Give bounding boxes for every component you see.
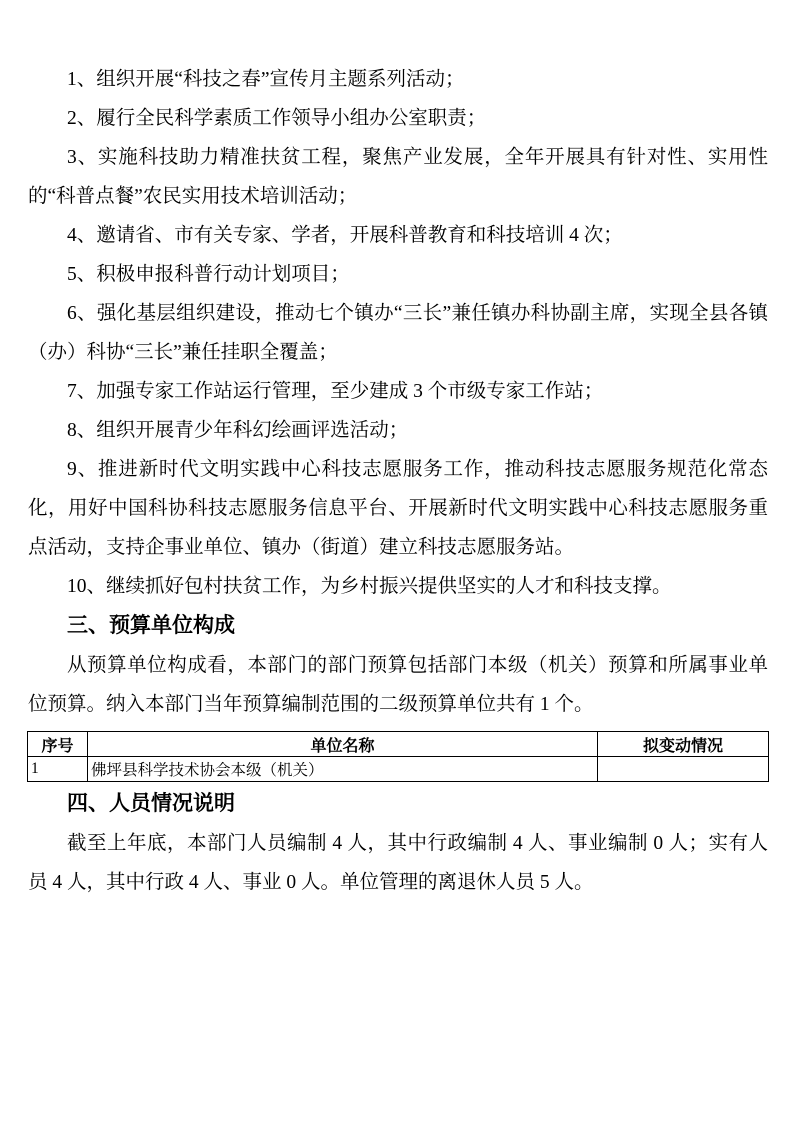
cell-index: 1 bbox=[28, 757, 88, 782]
col-header-index: 序号 bbox=[28, 732, 88, 757]
cell-unit-name: 佛坪县科学技术协会本级（机关） bbox=[88, 757, 598, 782]
work-item-2: 2、履行全民科学素质工作领导小组办公室职责； bbox=[67, 108, 487, 129]
col-header-change: 拟变动情况 bbox=[598, 732, 769, 757]
work-item-3: 3、实施科技助力精准扶贫工程，聚焦产业发展，全年开展具有针对性、实用性的“科普点餐”农民实用技术培训活动； bbox=[28, 147, 768, 207]
work-item-6: 6、强化基层组织建设，推动七个镇办“三长”兼任镇办科协副主席，实现全县各镇（办）科协“三长”兼任挂职全覆盖； bbox=[28, 303, 768, 363]
work-item-5: 5、积极申报科普行动计划项目； bbox=[67, 264, 350, 285]
work-item-4: 4、邀请省、市有关专家、学者，开展科普教育和科技培训 4 次； bbox=[67, 225, 623, 246]
work-item-10: 10、继续抓好包村扶贫工作，为乡村振兴提供坚实的人才和科技支撑。 bbox=[67, 576, 672, 597]
cell-change-status bbox=[598, 757, 769, 782]
work-item-1: 1、组织开展“科技之春”宣传月主题系列活动； bbox=[67, 69, 465, 90]
personnel-paragraph: 截至上年底，本部门人员编制 4 人，其中行政编制 4 人、事业编制 0 人；实有人员 4 人，其中行政 4 人、事业 0 人。单位管理的离退休人员 5 人。 bbox=[28, 833, 768, 893]
work-item-7: 7、加强专家工作站运行管理，至少建成 3 个市级专家工作站； bbox=[67, 381, 604, 402]
work-item-8: 8、组织开展青少年科幻绘画评选活动； bbox=[67, 420, 409, 441]
budget-units-table bbox=[27, 731, 769, 782]
table-header-row bbox=[28, 732, 769, 757]
work-item-9: 9、推进新时代文明实践中心科技志愿服务工作，推动科技志愿服务规范化常态化，用好中国科协科技志愿服务信息平台、开展新时代文明实践中心科技志愿服务重点活动，支持企事业单位、镇办（街道）建立科技志愿服务站。 bbox=[28, 459, 768, 558]
col-header-name: 单位名称 bbox=[88, 732, 598, 757]
budget-units-paragraph: 从预算单位构成看，本部门的部门预算包括部门本级（机关）预算和所属事业单位预算。纳入本部门当年预算编制范围的二级预算单位共有 1 个。 bbox=[28, 655, 768, 715]
section-heading-budget-units: 三、预算单位构成 bbox=[67, 614, 236, 637]
section-heading-personnel: 四、人员情况说明 bbox=[67, 792, 236, 815]
table-row bbox=[28, 757, 769, 782]
